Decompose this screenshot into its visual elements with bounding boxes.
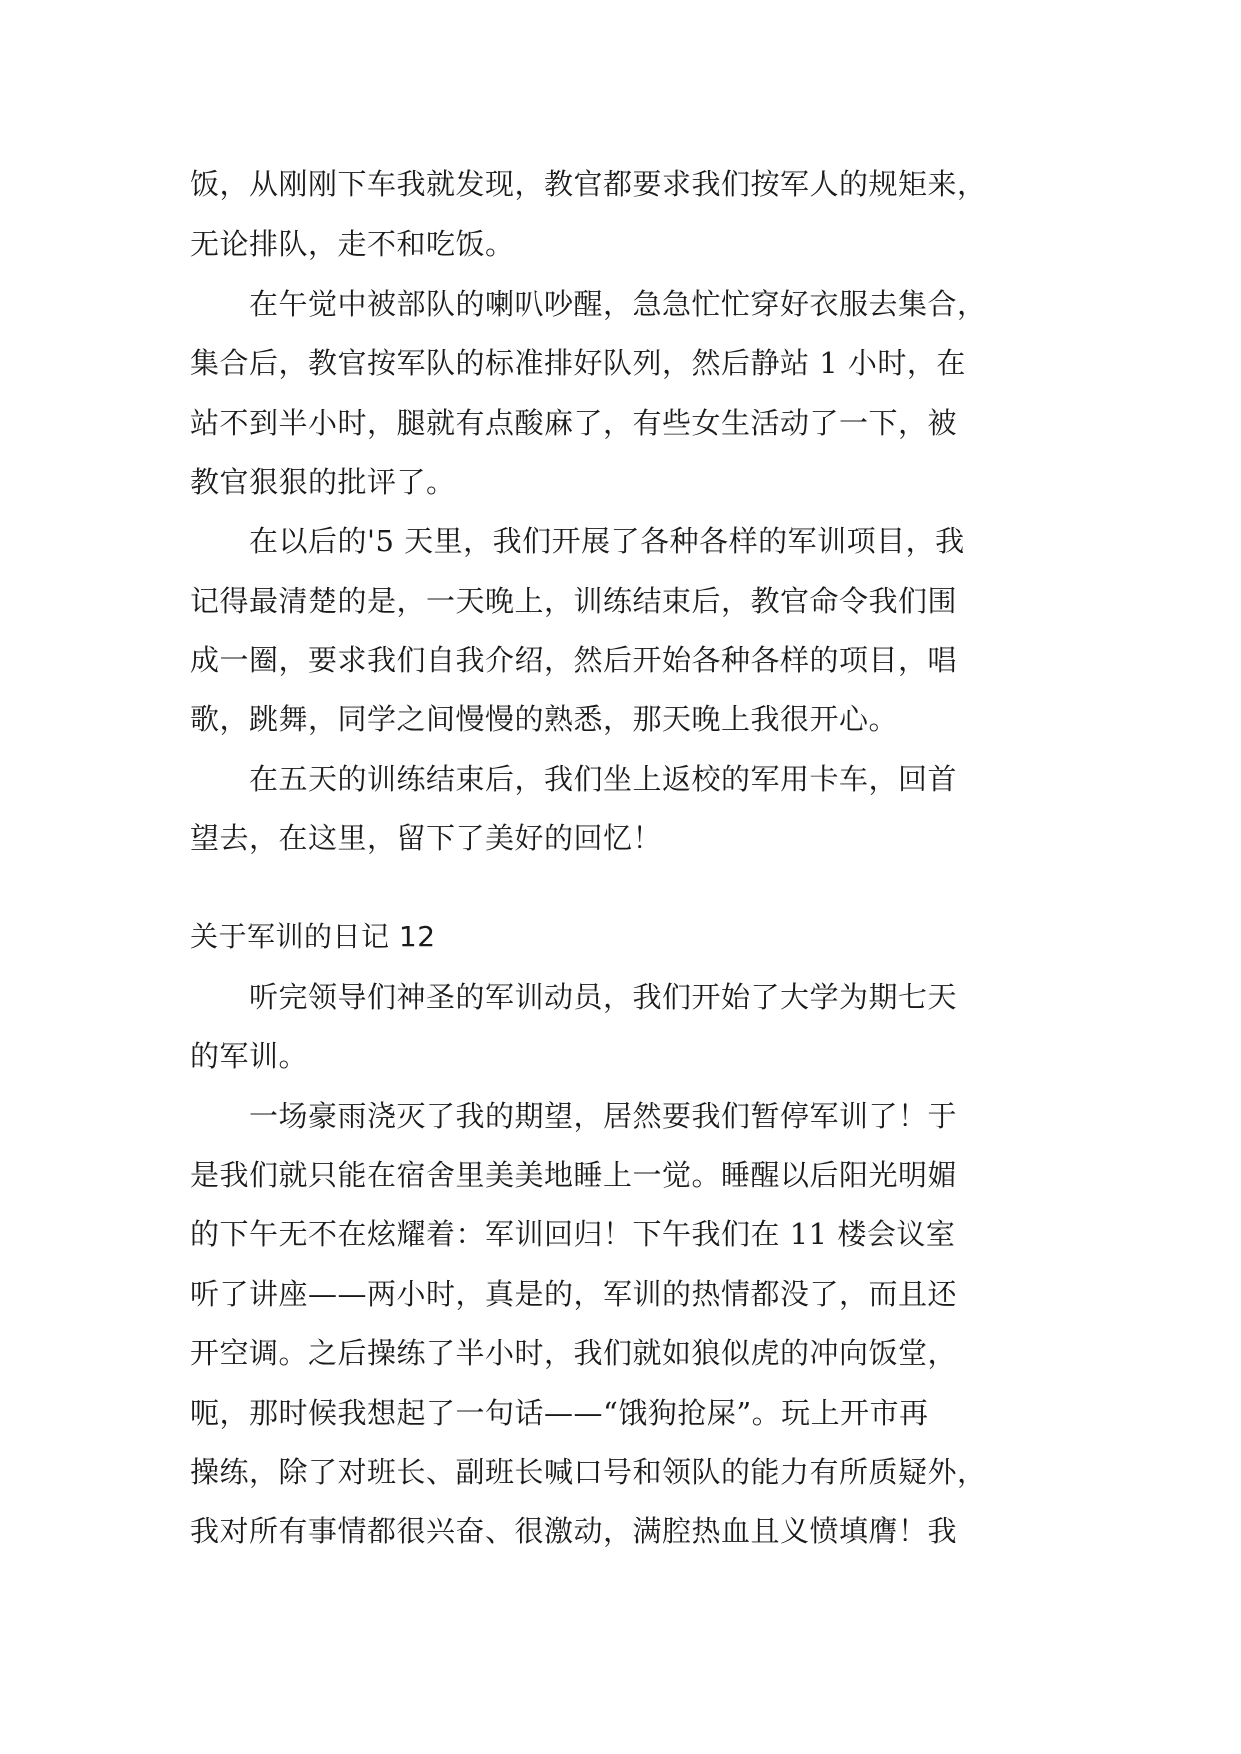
text-line: 操练，除了对班长、副班长喊口号和领队的能力有所质疑外， (190, 1455, 987, 1489)
text-line: 成一圈，要求我们自我介绍，然后开始各种各样的项目，唱 (190, 643, 958, 677)
text-line: 记得最清楚的是，一天晚上，训练结束后，教官命令我们围 (190, 584, 958, 618)
text-line: 的下午无不在炫耀着：军训回归！下午我们在 11 楼会议室 (190, 1217, 956, 1251)
text-line: 饭，从刚刚下车我就发现，教官都要求我们按军人的规矩来， (190, 167, 987, 201)
text-line: 听了讲座——两小时，真是的，军训的热情都没了，而且还 (190, 1277, 958, 1311)
section-title: 关于军训的日记 12 (190, 920, 436, 953)
text-line: 是我们就只能在宿舍里美美地睡上一觉。睡醒以后阳光明媚 (190, 1158, 958, 1192)
text-line: 教官狠狠的批评了。 (190, 465, 456, 499)
text-line: 我对所有事情都很兴奋、很激动，满腔热血且义愤填膺！我 (190, 1514, 958, 1548)
text-line: 无论排队，走不和吃饭。 (190, 227, 515, 261)
text-line: 听完领导们神圣的军训动员，我们开始了大学为期七天 (190, 980, 958, 1014)
text-line: 歌，跳舞，同学之间慢慢的熟悉，那天晚上我很开心。 (190, 702, 899, 736)
text-line: 在以后的'5 天里，我们开展了各种各样的军训项目，我 (190, 524, 965, 558)
text-line: 的军训。 (190, 1039, 309, 1073)
text-line: 在五天的训练结束后，我们坐上返校的军用卡车，回首 (190, 762, 958, 796)
text-line: 集合后，教官按军队的标准排好队列，然后静站 1 小时，在 (190, 346, 966, 380)
text-line: 站不到半小时，腿就有点酸麻了，有些女生活动了一下，被 (190, 406, 958, 440)
text-line: 开空调。之后操练了半小时，我们就如狼似虎的冲向饭堂， (190, 1336, 958, 1370)
text-line: 望去，在这里，留下了美好的回忆！ (190, 821, 663, 855)
text-line: 在午觉中被部队的喇叭吵醒，急急忙忙穿好衣服去集合， (190, 287, 987, 321)
text-line: 一场豪雨浇灭了我的期望，居然要我们暂停军训了！于 (190, 1099, 958, 1133)
text-line: 呃，那时候我想起了一句话——“饿狗抢屎”。玩上开市再 (190, 1396, 929, 1430)
